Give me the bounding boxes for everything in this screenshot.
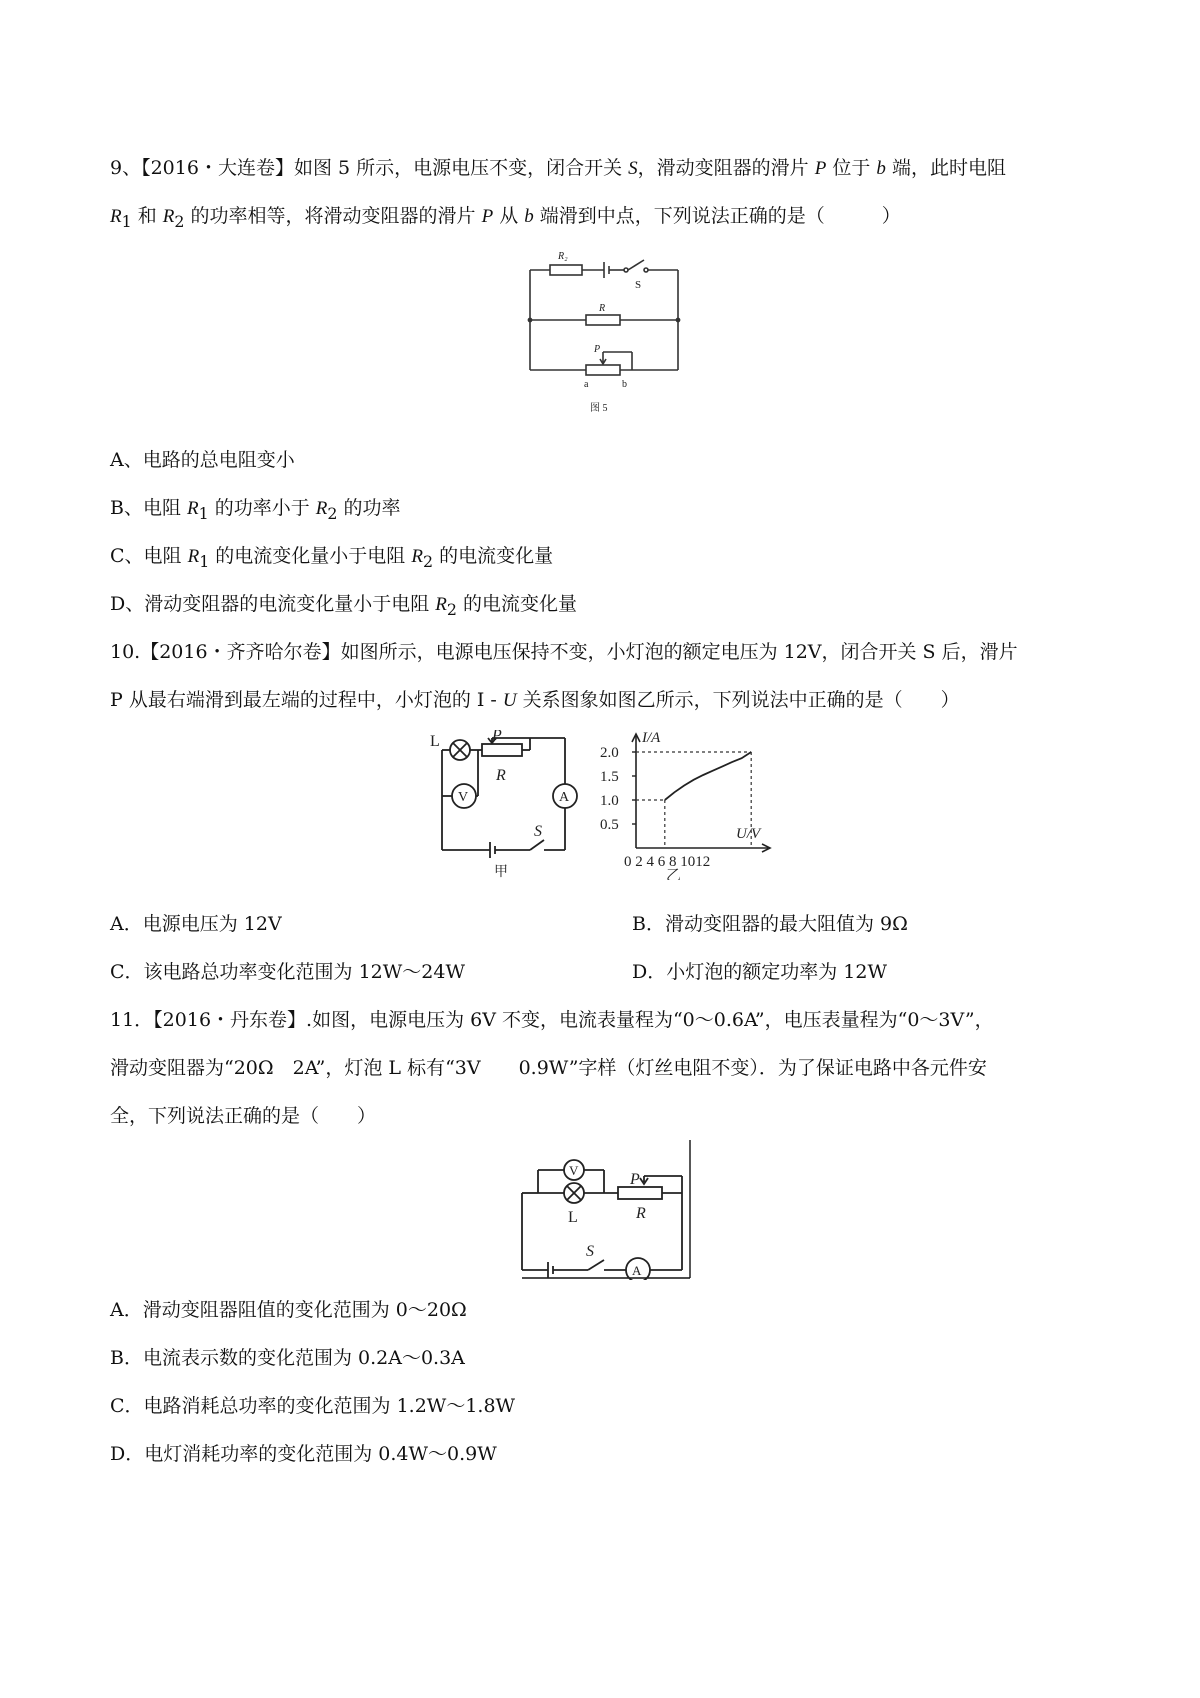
svg-text:A: A [559,790,570,805]
resistor-r2 [550,265,582,275]
svg-text:R: R [636,1205,646,1222]
q10-graph-ytick-2: 1.0 [600,793,619,809]
q10-option-b: B．滑动变阻器的最大阻值为 9Ω [632,913,908,935]
svg-text:V: V [458,790,469,805]
q10-graph-xticks: 0 2 4 6 8 1012 [624,854,711,870]
rheostat [586,365,620,375]
svg-text:S: S [635,279,642,291]
q9-option-a: A、电路的总电阻变小 [110,449,295,471]
q11-option-d: D．电灯消耗功率的变化范围为 0.4W～0.9W [110,1443,497,1465]
q10-circuit-figure-jia [430,730,590,880]
svg-text:L: L [430,733,440,750]
q11-stem-line3: 全，下列说法正确的是（ ） [110,1105,377,1127]
q10-option-a: A．电源电压为 12V [110,913,282,935]
q10-stem-line1: 10.【2016・齐齐哈尔卷】如图所示，电源电压保持不变，小灯泡的额定电压为 12V，闭合开关 S 后，滑片 [110,641,1018,663]
q10-figure-jia-caption: 甲 [494,865,508,880]
q10-graph-ytick-3: 0.5 [600,817,619,833]
q11-option-b: B．电流表示数的变化范围为 0.2A～0.3A [110,1347,465,1369]
switch-s [628,260,644,270]
svg-text:V: V [569,1163,579,1178]
q10-graph-ylabel: I/A [642,730,661,746]
q10-graph-series-line [665,752,751,800]
q11-option-a: A．滑动变阻器阻值的变化范围为 0～20Ω [110,1299,467,1321]
svg-text:R: R [599,303,606,314]
svg-text:b: b [622,379,627,390]
q10-option-d: D．小灯泡的额定功率为 12W [632,961,887,983]
q9-option-b: B、电阻 $R_1$ 的功率小于 $R_2$ 的功率 [110,497,401,523]
q9-option-c: C、电阻 $R_1$ 的电流变化量小于电阻 $R_2$ 的电流变化量 [110,545,554,571]
rheostat-r [618,1187,662,1199]
q11-option-c: C．电路消耗总功率的变化范围为 1.2W～1.8W [110,1395,516,1417]
q11-circuit-figure [518,1138,698,1280]
svg-text:a: a [584,379,589,390]
svg-text:P: P [594,344,601,355]
rheostat-r [482,744,522,756]
svg-text:P: P [492,730,502,744]
q11-stem-line2: 滑动变阻器为“20Ω 2A”，灯泡 L 标有“3V 0.9W”字样（灯丝电阻不变）．为了保证电路中各元件安 [110,1057,987,1079]
q10-option-c: C．该电路总功率变化范围为 12W～24W [110,961,465,983]
q11-stem-line1: 11．【2016・丹东卷】.如图，电源电压为 6V 不变，电流表量程为“0～0.6A”，电压表量程为“0～3V”， [110,1009,994,1031]
svg-text:P: P [630,1171,640,1188]
q10-graph-ytick-1: 1.5 [600,769,619,785]
q10-graph-xlabel: U/V [736,826,761,842]
q9-circuit-figure [520,240,690,420]
svg-text:R: R [496,767,506,784]
q10-graph-ytick-0: 2.0 [600,745,619,761]
q10-figure-yi-caption: 乙 [666,868,682,880]
q9-stem-line2: $R_1$ 和 $R_2$ 的功率相等，将滑动变阻器的滑片 P 从 b 端滑到中点，下列说法正确的是（ ） [110,205,901,231]
resistor-r [586,315,620,325]
switch-s [588,1260,604,1270]
q9-figure-caption: 图 5 [590,403,608,414]
svg-text:S: S [586,1243,594,1260]
q9-stem-line1: 9、【2016・大连卷】如图 5 所示，电源电压不变，闭合开关 S，滑动变阻器的滑片 P 位于 b 端，此时电阻 [110,157,1006,179]
svg-text:S: S [534,823,542,840]
switch-s [530,840,544,850]
svg-text:L: L [568,1209,578,1226]
svg-text:A: A [632,1263,642,1278]
q9-option-d: D、滑动变阻器的电流变化量小于电阻 $R_2$ 的电流变化量 [110,593,578,619]
svg-text:R₂: R₂ [558,251,568,262]
q10-graph-yi [596,728,786,880]
q10-stem-line2: P 从最右端滑到最左端的过程中，小灯泡的 I - U 关系图象如图乙所示，下列说法中正确的是（ ） [110,689,960,711]
